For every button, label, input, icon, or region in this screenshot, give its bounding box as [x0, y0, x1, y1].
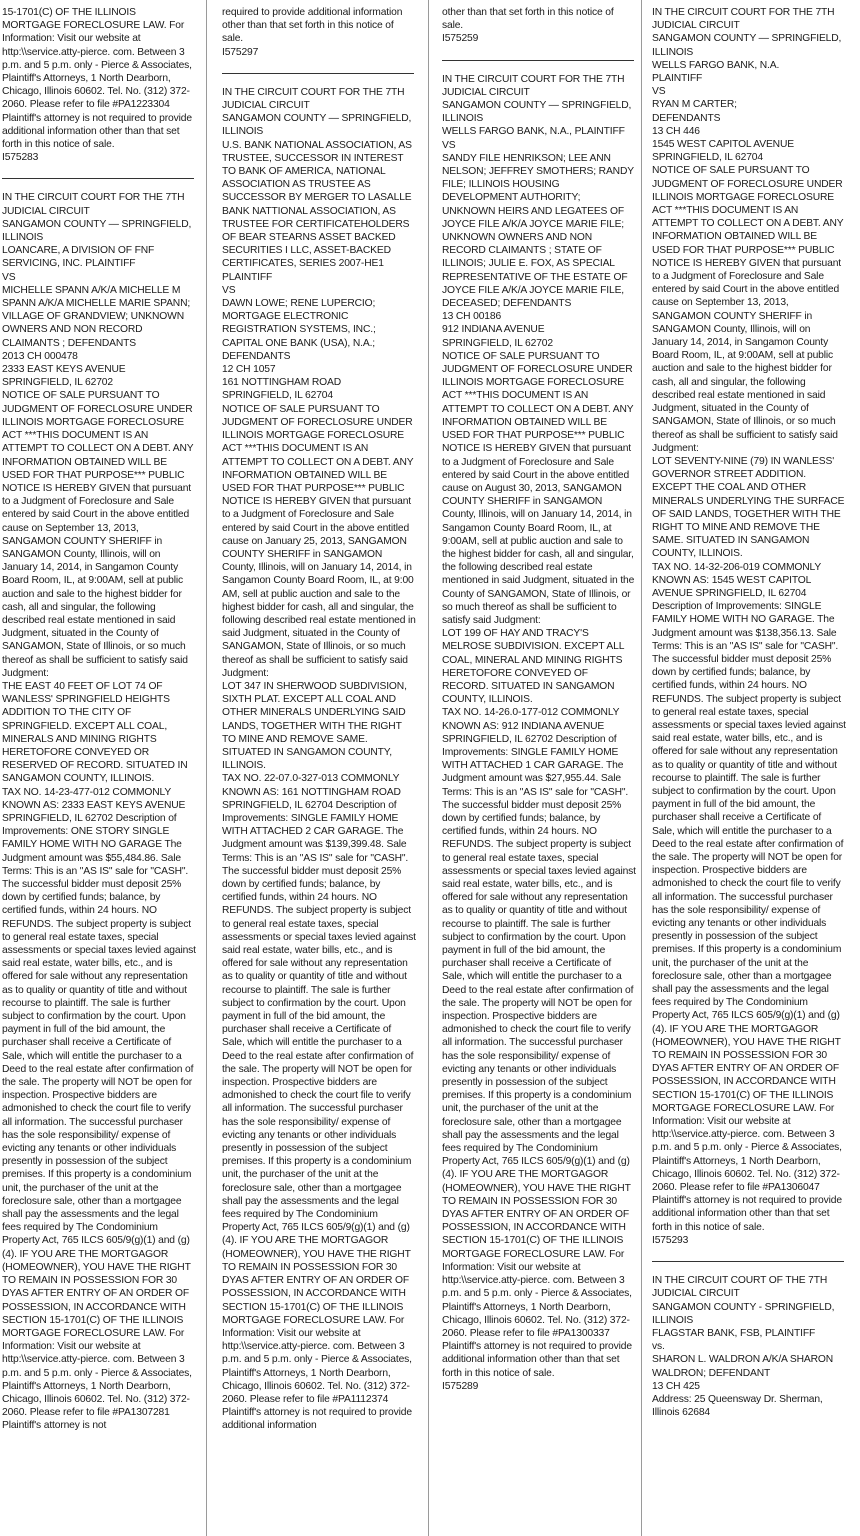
- notice-text: IN THE CIRCUIT COURT FOR THE 7TH JUDICIAL CIRCUIT SANGAMON COUNTY — SPRINGFIELD, ILLINOIS WELLS FARGO BANK, N.A., PLAINTIFF VS SANDY FILE HENRIKSON; LEE ANN NELSON; JEFFREY SMOTHERS; RANDY FILE; ILLINOIS HOUSING DEVELOPMENT AUTHORITY; UNKNOWN HEIRS AND LEGATEES OF JOYCE FILE A/K/A JOYCE MARIE FILE; UNKNOWN OWNERS AND NON RECORD CLAIMANTS ; STATE OF ILLINOIS; JULIE E. FOX, AS SPECIAL REPRESENTATIVE OF THE ESTATE OF JOYCE FILE A/K/A JOYCE MARIE FILE, DECEASED; DEFENDANTS 13 CH 00186 912 INDIANA AVENUE SPRINGFIELD, IL 62702 NOTICE OF SALE PURSUANT TO JUDGMENT OF FORECLOSURE UNDER ILLINOIS MORTGAGE FORECLOSURE ACT ***THIS DOCUMENT IS AN ATTEMPT TO COLLECT ON A DEBT. ANY INFORMATION OBTAINED WILL BE USED FOR THAT PURPOSE*** PUBLIC NOTICE IS HEREBY GIVEN that pursuant to a Judgment of Foreclosure and Sale entered by said Court in the above entitled cause on August 30, 2013, SANGAMON COUNTY SHERIFF in SANGAMON County, Illinois, will on January 14, 2014, in Sangamon County Board Room, IL, at 9:00AM, sell at public auction and sale to the highest bidder for cash, all and singular, the following described real estate mentioned in said Judgment, situated in the County of SANGAMON, State of Illinois, or so much thereof as shall be sufficient to satisfy said Judgment: LOT 199 OF HAY AND TRACY'S MELROSE SUBDIVISION. EXCEPT ALL COAL, MINERAL AND MINING RIGHTS HERETOFORE CONVEYED OF RECORD. SITUATED IN SANGAMON COUNTY, ILLINOIS. TAX NO. 14-26.0-177-012 COMMONLY KNOWN AS: 912 INDIANA AVENUE SPRINGFIELD, IL 62702 Description of Improvements: SINGLE FAMILY HOME WITH ATTACHED 1 CAR GARAGE. The Judgment amount was $27,955.44. Sale Terms: This is an "AS IS" sale for "CASH". The successful bidder must deposit 25% down by certified funds; balance, by certified funds, within 24 hours. NO REFUNDS. The subject property is subject to general real estate taxes, special assessments or special taxes levied against said real estate, water bills, etc., and is offered for sale without any representation as to quality or quantity of title and without recourse to plaintiff. The sale is further subject to confirmation by the court. Upon payment in full of the bid amount, the purchaser shall receive a Certificate of Sale, which will entitle the purchaser to a Deed to the real estate after confirmation of the sale. The property will NOT be open for inspection. Prospective bidders are admonished to check the court file to verify all information. The successful purchaser has the sole responsibility/ expense of evicting any tenants or other individuals presently in possession of the subject premises. If this property is a condominium unit, the purchaser of the unit at the foreclosure sale, other than a mortgagee shall pay the assessments and the legal fees required by The Condominium Property Act, 765 ILCS 605/9(g)(1) and (g)(4). IF YOU ARE THE MORTGAGOR (HOMEOWNER), YOU HAVE THE RIGHT TO REMAIN IN POSSESSION FOR 30 DYAS AFTER ENTRY OF AN ORDER OF POSSESSION, IN ACCORDANCE WITH SECTION 15-1701(C) OF THE ILLINOIS MORTGAGE FORECLOSURE LAW. For Information: Visit our website at http:\\service.atty-pierce. com. Between 3 p.m. and 5 p.m. only - Pierce & Associates, Plaintiff's Attorneys, 1 North Dearborn, Chicago, Illinois 60602. Tel. No. (312) 372-2060. Please refer to file #PA1300337 Plaintiff's attorney is not required to provide additional information other than that set forth in this notice of sale.: [442, 73, 636, 1379]
- legal-notice: [652, 1274, 846, 1419]
- legal-notice: [652, 6, 846, 1247]
- notice-text: IN THE CIRCUIT COURT OF THE 7TH JUDICIAL CIRCUIT SANGAMON COUNTY - SPRINGFIELD, ILLINOIS FLAGSTAR BANK, FSB, PLAINTIFF vs. SHARON L. WALDRON A/K/A SHARON WALDRON; DEFENDANT 13 CH 425 Address: 25 Queensway Dr. Sherman, Illinois 62684: [652, 1275, 835, 1419]
- legal-notice: [442, 6, 636, 46]
- notice-separator: [2, 178, 194, 179]
- legal-notice: [222, 86, 416, 1433]
- notice-text: required to provide additional information other than that set forth in this notice of sale.: [222, 7, 406, 45]
- column-divider: [206, 0, 207, 1536]
- notice-separator: [652, 1261, 844, 1262]
- notice-reference-id: I575283: [2, 152, 39, 164]
- notice-text: 15-1701(C) OF THE ILLINOIS MORTGAGE FORECLOSURE LAW. For Information: Visit our website at http:\\service.atty-pierce. com. Between 3 p.m. and 5 p.m. only - Pierce & Associates, Plaintiff's Attorneys, 1 North Dearborn, Chicago, Illinois 60602. Tel. No. (312) 372-2060. Please refer to file #PA1223304 Plaintiff's attorney is not required to provide additional information other than that set forth in this notice of sale.: [2, 7, 195, 151]
- notice-separator: [442, 60, 634, 61]
- legal-notice-column-4: [652, 6, 846, 1532]
- notice-text: IN THE CIRCUIT COURT FOR THE 7TH JUDICIAL CIRCUIT SANGAMON COUNTY — SPRINGFIELD, ILLINOIS LOANCARE, A DIVISION OF FNF SERVICING, INC. PLAINTIFF VS MICHELLE SPANN A/K/A MICHELLE M SPANN A/K/A MICHELLE MARIE SPANN; VILLAGE OF GRANDVIEW; UNKNOWN OWNERS AND NON RECORD CLAIMANTS ; DEFENDANTS 2013 CH 000478 2333 EAST KEYS AVENUE SPRINGFIELD, IL 62702 NOTICE OF SALE PURSUANT TO JUDGMENT OF FORECLOSURE UNDER ILLINOIS MORTGAGE FORECLOSURE ACT ***THIS DOCUMENT IS AN ATTEMPT TO COLLECT ON A DEBT. ANY INFORMATION OBTAINED WILL BE USED FOR THAT PURPOSE*** PUBLIC NOTICE IS HEREBY GIVEN that pursuant to a Judgment of Foreclosure and Sale entered by said Court in the above entitled cause on September 13, 2013, SANGAMON COUNTY SHERIFF in SANGAMON County, Illinois, will on January 14, 2014, in Sangamon County Board Room, IL, at 9:00AM, sell at public auction and sale to the highest bidder for cash, all and singular, the following described real estate mentioned in said Judgment, situated in the County of SANGAMON, State of Illinois, or so much thereof as shall be sufficient to satisfy said Judgment: THE EAST 40 FEET OF LOT 74 OF WANLESS' SPRINGFIELD HEIGHTS ADDITION TO THE CITY OF SPRINGFIELD. EXCEPT ALL COAL, MINERALS AND MINING RIGHTS HERETOFORE CONVEYED OR RESERVED OF RECORD. SITUATED IN SANGAMON COUNTY, ILLINOIS. TAX NO. 14-23-477-012 COMMONLY KNOWN AS: 2333 EAST KEYS AVENUE SPRINGFIELD, IL 62702 Description of Improvements: ONE STORY SINGLE FAMILY HOME WITH NO GARAGE The Judgment amount was $55,484.86. Sale Terms: This is an "AS IS" sale for "CASH". The successful bidder must deposit 25% down by certified funds; balance, by certified funds, within 24 hours. NO REFUNDS. The subject property is subject to general real estate taxes, special assessments or special taxes levied against said real estate, water bills, etc., and is offered for sale without any representation as to quality or quantity of title and without recourse to plaintiff. The sale is further subject to confirmation by the court. Upon payment in full of the bid amount, the purchaser shall receive a Certificate of Sale, which will entitle the purchaser to a Deed to the real estate after confirmation of the sale. The property will NOT be open for inspection. Prospective bidders are admonished to check the court file to verify all information. The successful purchaser has the sole responsibility/ expense of evicting any tenants or other individuals presently in possession of the subject premises. If this property is a condominium unit, the purchaser of the unit at the foreclosure sale, other than a mortgagee shall pay the assessments and the legal fees required by The Condominium Property Act, 765 ILCS 605/9(g)(1) and (g)(4). IF YOU ARE THE MORTGAGOR (HOMEOWNER), YOU HAVE THE RIGHT TO REMAIN IN POSSESSION FOR 30 DYAS AFTER ENTRY OF AN ORDER OF POSSESSION, IN ACCORDANCE WITH SECTION 15-1701(C) OF THE ILLINOIS MORTGAGE FORECLOSURE LAW. For Information: Visit our website at http:\\service.atty-pierce. com. Between 3 p.m. and 5 p.m. only - Pierce & Associates, Plaintiff's Attorneys, 1 North Dearborn, Chicago, Illinois 60602. Tel. No. (312) 372-2060. Please refer to file #PA1307281 Plaintiff's attorney is not: [2, 192, 196, 1432]
- legal-notice-column-2: [222, 6, 416, 1532]
- legal-notice: [2, 191, 196, 1432]
- notice-reference-id: I575289: [442, 1380, 479, 1392]
- legal-notice-column-1: [2, 6, 196, 1532]
- legal-notice-column-3: [442, 6, 636, 1532]
- column-divider: [641, 0, 642, 1536]
- legal-notice: [442, 73, 636, 1393]
- notice-reference-id: I575259: [442, 33, 479, 45]
- legal-notice: [222, 6, 416, 59]
- notice-separator: [222, 73, 414, 74]
- column-divider: [428, 0, 429, 1536]
- legal-notice: [2, 6, 196, 164]
- notice-reference-id: I575297: [222, 46, 259, 58]
- notice-text: IN THE CIRCUIT COURT FOR THE 7TH JUDICIAL CIRCUIT SANGAMON COUNTY — SPRINGFIELD, ILLINOIS U.S. BANK NATIONAL ASSOCIATION, AS TRUSTEE, SUCCESSOR IN INTEREST TO BANK OF AMERICA, NATIONAL ASSOCIATION AS TRUSTEE AS SUCCESSOR BY MERGER TO LASALLE BANK NATTIONAL ASSOCIATION, AS TRUSTEE FOR CERTIFICATEHOLDERS OF BEAR STEARNS ASSET BACKED SECURITIES I LLC, ASSET-BACKED CERTIFICATES, SERIES 2007-HE1 PLAINTIFF VS DAWN LOWE; RENE LUPERCIO; MORTGAGE ELECTRONIC REGISTRATION SYSTEMS, INC.; CAPITAL ONE BANK (USA), N.A.; DEFENDANTS 12 CH 1057 161 NOTTINGHAM ROAD SPRINGFIELD, IL 62704 NOTICE OF SALE PURSUANT TO JUDGMENT OF FORECLOSURE UNDER ILLINOIS MORTGAGE FORECLOSURE ACT ***THIS DOCUMENT IS AN ATTEMPT TO COLLECT ON A DEBT. ANY INFORMATION OBTAINED WILL BE USED FOR THAT PURPOSE*** PUBLIC NOTICE IS HEREBY GIVEN that pursuant to a Judgment of Foreclosure and Sale entered by said Court in the above entitled cause on January 25, 2013, SANGAMON COUNTY SHERIFF in SANGAMON County, Illinois, will on January 14, 2014, in Sangamon County Board Room, IL, at 9:00 AM, sell at public auction and sale to the highest bidder for cash, all and singular, the following described real estate mentioned in said Judgment, situated in the County of SANGAMON, State of Illinois, or so much thereof as shall be sufficient to satisfy said Judgment: LOT 347 IN SHERWOOD SUBDIVISION, SIXTH PLAT. EXCEPT ALL COAL AND OTHER MINERALS UNDERLYING SAID LANDS, TOGETHER WITH THE RIGHT TO MINE AND REMOVE SAME. SITUATED IN SANGAMON COUNTY, ILLINOIS. TAX NO. 22-07.0-327-013 COMMONLY KNOWN AS: 161 NOTTINGHAM ROAD SPRINGFIELD, IL 62704 Description of Improvements: SINGLE FAMILY HOME WITH ATTACHED 2 CAR GARAGE. The Judgment amount was $139,399.48. Sale Terms: This is an "AS IS" sale for "CASH". The successful bidder must deposit 25% down by certified funds; balance, by certified funds, within 24 hours. NO REFUNDS. The subject property is subject to general real estate taxes, special assessments or special taxes levied against said real estate, water bills, etc., and is offered for sale without any representation as to quality or quantity of title and without recourse to plaintiff. The sale is further subject to confirmation by the court. Upon payment in full of the bid amount, the purchaser shall receive a Certificate of Sale, which will entitle the purchaser to a Deed to the real estate after confirmation of the sale. The property will NOT be open for inspection. Prospective bidders are admonished to check the court file to verify all information. The successful purchaser has the sole responsibility/ expense of evicting any tenants or other individuals presently in possession of the subject premises. If this property is a condominium unit, the purchaser of the unit at the foreclosure sale, other than a mortgagee shall pay the assessments and the legal fees required by The Condominium Property Act, 765 ILCS 605/9(g)(1) and (g)(4). IF YOU ARE THE MORTGAGOR (HOMEOWNER), YOU HAVE THE RIGHT TO REMAIN IN POSSESSION FOR 30 DYAS AFTER ENTRY OF AN ORDER OF POSSESSION, IN ACCORDANCE WITH SECTION 15-1701(C) OF THE ILLINOIS MORTGAGE FORECLOSURE LAW. For Information: Visit our website at http:\\service.atty-pierce. com. Between 3 p.m. and 5 p.m. only - Pierce & Associates, Plaintiff's Attorneys, 1 North Dearborn, Chicago, Illinois 60602. Tel. No. (312) 372-2060. Please refer to file #PA1112374 Plaintiff's attorney is not required to provide additional information: [222, 86, 416, 1432]
- notice-text: other than that set forth in this notice of sale.: [442, 7, 617, 32]
- notice-reference-id: I575293: [652, 1234, 689, 1246]
- notice-text: IN THE CIRCUIT COURT FOR THE 7TH JUDICIAL CIRCUIT SANGAMON COUNTY — SPRINGFIELD, ILLINOIS WELLS FARGO BANK, N.A. PLAINTIFF VS RYAN M CARTER; DEFENDANTS 13 CH 446 1545 WEST CAPITOL AVENUE SPRINGFIELD, IL 62704 NOTICE OF SALE PURSUANT TO JUDGMENT OF FORECLOSURE UNDER ILLINOIS MORTGAGE FORECLOSURE ACT ***THIS DOCUMENT IS AN ATTEMPT TO COLLECT ON A DEBT. ANY INFORMATION OBTAINED WILL BE USED FOR THAT PURPOSE*** PUBLIC NOTICE IS HEREBY GIVEN that pursuant to a Judgment of Foreclosure and Sale entered by said Court in the above entitled cause on September 13, 2013, SANGAMON COUNTY SHERIFF in SANGAMON County, Illinois, will on January 14, 2014, in Sangamon County Board Room, IL, at 9:00AM, sell at public auction and sale to the highest bidder for cash, all and singular, the following described real estate mentioned in said Judgment, situated in the County of SANGAMON, State of Illinois, or so much thereof as shall be sufficient to satisfy said Judgment: LOT SEVENTY-NINE (79) IN WANLESS' GOVERNOR STREET ADDITION. EXCEPT THE COAL AND OTHER MINERALS UNDERLYING THE SURFACE OF SAID LANDS, TOGETHER WITH THE RIGHT TO MINE AND REMOVE THE SAME. SITUATED IN SANGAMON COUNTY, ILLINOIS. TAX NO. 14-32-206-019 COMMONLY KNOWN AS: 1545 WEST CAPITOL AVENUE SPRINGFIELD, IL 62704 Description of Improvements: SINGLE FAMILY HOME WITH NO GARAGE. The Judgment amount was $138,356.13. Sale Terms: This is an "AS IS" sale for "CASH". The successful bidder must deposit 25% down by certified funds; balance, by certified funds, within 24 hours. NO REFUNDS. The subject property is subject to general real estate taxes, special assessments or special taxes levied against said real estate, water bills, etc., and is offered for sale without any representation as to quality or quantity of title and without recourse to plaintiff. The sale is further subject to confirmation by the court. Upon payment in full of the bid amount, the purchaser shall receive a Certificate of Sale, which will entitle the purchaser to a Deed to the real estate after confirmation of the sale. The property will NOT be open for inspection. Prospective bidders are admonished to check the court file to verify all information. The successful purchaser has the sole responsibility/ expense of evicting any tenants or other individuals presently in possession of the subject premises. If this property is a condominium unit, the purchaser of the unit at the foreclosure sale, other than a mortgagee shall pay the assessments and the legal fees required by The Condominium Property Act, 765 ILCS 605/9(g)(1) and (g)(4). IF YOU ARE THE MORTGAGOR (HOMEOWNER), YOU HAVE THE RIGHT TO REMAIN IN POSSESSION FOR 30 DYAS AFTER ENTRY OF AN ORDER OF POSSESSION, IN ACCORDANCE WITH SECTION 15-1701(C) OF THE ILLINOIS MORTGAGE FORECLOSURE LAW. For Information: Visit our website at http:\\service.atty-pierce. com. Between 3 p.m. and 5 p.m. only - Pierce & Associates, Plaintiff's Attorneys, 1 North Dearborn, Chicago, Illinois 60602. Tel. No. (312) 372-2060. Please refer to file #PA1306047 Plaintiff's attorney is not required to provide additional information other than that set forth in this notice of sale.: [652, 7, 846, 1233]
